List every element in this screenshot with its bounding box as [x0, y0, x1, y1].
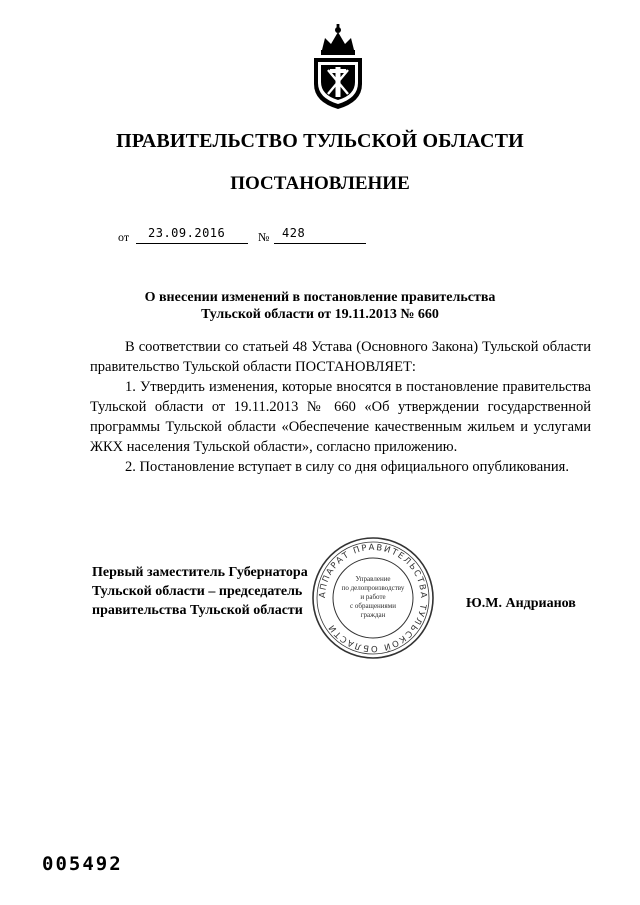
signer-position-line: правительства Тульской области: [92, 603, 303, 618]
document-body: [90, 337, 591, 477]
stamp-ring-text: АППАРАТ ПРАВИТЕЛЬСТВА ТУЛЬСКОЙ ОБЛАСТИ: [317, 542, 429, 654]
government-title: ПРАВИТЕЛЬСТВО ТУЛЬСКОЙ ОБЛАСТИ: [116, 130, 524, 152]
signer-position-line: Первый заместитель Губернатора: [92, 565, 308, 580]
body-paragraph: 2. Постановление вступает в силу со дня официального опубликования.: [125, 459, 569, 475]
stamp-inner-text: [330, 575, 416, 620]
stamp-line: и работе: [360, 593, 386, 601]
body-paragraph: 1. Утвердить изменения, которые вносятся в постановление правительства Тульской области от 19.11.2013 № 660 «Об утверждении государственной программы Тульской области «Обеспечение качественным жильем и услугами ЖКХ населения Тульской области», согласно приложению.: [90, 379, 591, 455]
document-subject: [0, 289, 640, 323]
stamp-line: Управление: [355, 575, 391, 583]
date-prefix: от: [118, 230, 130, 244]
body-paragraph: В соответствии со статьей 48 Устава (Основного Закона) Тульской области правительство Тульской области ПОСТАНОВЛЯЕТ:: [90, 339, 591, 375]
date-underline: [136, 243, 248, 244]
document-number: 428: [282, 226, 306, 240]
number-underline: [274, 243, 366, 244]
subject-line: О внесении изменений в постановление правительства: [144, 290, 496, 305]
signer-position-line: Тульской области – председатель: [92, 584, 303, 599]
subject-line: Тульской области от 19.11.2013 № 660: [201, 307, 439, 322]
document-date: 23.09.2016: [148, 226, 226, 240]
stamp-line: по делопроизводству: [341, 584, 405, 592]
document-type-title: ПОСТАНОВЛЕНИЕ: [230, 173, 410, 194]
coat-of-arms-emblem: [308, 24, 368, 110]
signer-name: Ю.М. Андрианов: [466, 596, 576, 611]
signer-position: [92, 563, 308, 620]
number-prefix: №: [258, 230, 270, 244]
stamp-line: с обращениями: [350, 602, 396, 610]
date-number-line: [118, 226, 378, 246]
serial-number: 005492: [42, 853, 123, 875]
stamp-line: граждан: [360, 611, 386, 619]
